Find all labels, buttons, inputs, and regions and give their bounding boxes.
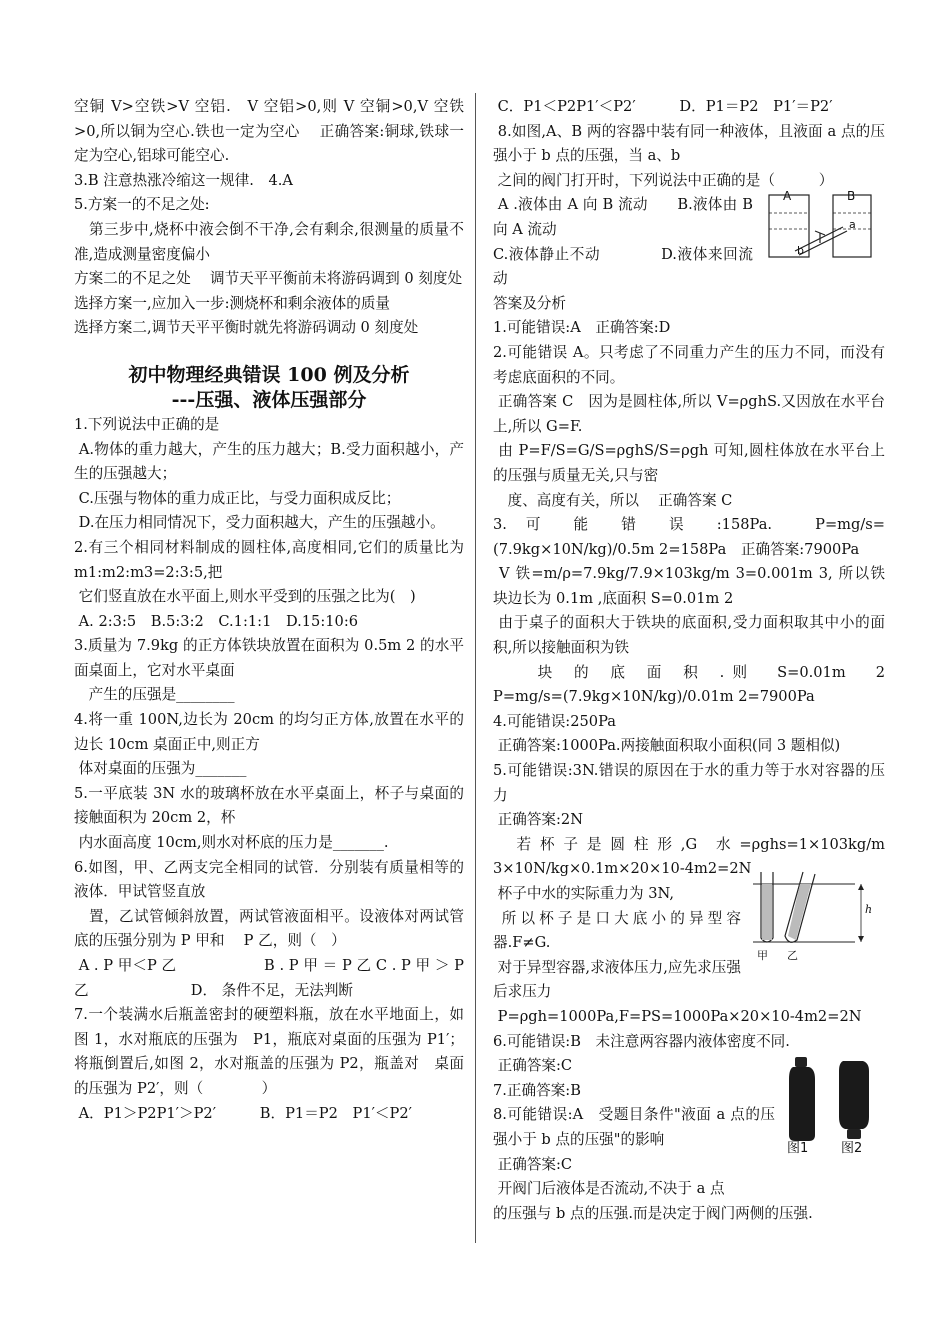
question-line: 3.质量为 7.9kg 的正方体铁块放置在面积为 0.5m 2 的水平面桌面上，它对水平桌面 — [74, 637, 464, 679]
answer-line: 开阀门后液体是否流动,不决于 a 点 — [493, 1180, 725, 1198]
question-line: 2.有三个相同材料制成的圆柱体,高度相同,它们的质量比为 m1:m2:m3=2:3:5,把 — [74, 538, 469, 581]
answer-line: 8.可能错误:A 受题目条件"液面 a 点的压强小于 b 点的压强"的影响 — [493, 1106, 775, 1148]
question-line: 8.如图,A、B 两的容器中装有同一种液体，且液面 a 点的压强小于 b 点的压强，当 a、b — [493, 122, 886, 165]
question-line: 置，乙试管倾斜放置，两试管液面相平。设液体对两试管底的压强分别为 P 甲和 P 乙，则（ ） — [74, 907, 464, 950]
q8-figure-block — [493, 189, 885, 291]
section-title: 初中物理经典错误 100 例及分析 — [128, 363, 410, 386]
a8-figure-block — [493, 1103, 885, 1201]
label-point-a: a — [849, 218, 856, 232]
test-tubes-figure — [751, 870, 877, 966]
answer-line: 块 的 底 面 积 . 则 S=0.01m 2 P=mg/s=(7.9kg×10N/kg)/0.01m 2=7900Pa — [493, 663, 890, 706]
answer-line: 5.可能错误:3N.错误的原因在于水的重力等于水对容器的压力 — [493, 762, 885, 804]
section-subtitle: ---压强、液体压强部分 — [171, 388, 367, 411]
answer-line: 正确答案:2N — [493, 811, 583, 829]
answer-line: 的压强与 b 点的压强.而是决定于阀门两侧的压强. — [493, 1204, 813, 1222]
intro-paragraph: 选择方案二,调节天平平衡时就先将游码调动 0 刻度处 — [74, 319, 419, 337]
answer-line: 正确答案:1000Pa.两接触面积取小面积(同 3 题相似) — [493, 737, 841, 755]
intro-paragraph: 3.B 注意热涨冷缩这一规律. 4.A — [74, 171, 293, 189]
answer-line: 正确答案:C — [493, 1155, 573, 1173]
question-line: A. 2:3:5 B.5:3:2 C.1:1:1 D.15:10:6 — [74, 612, 359, 630]
label-tube-yi: 乙 — [787, 949, 798, 962]
question-line: A . P 甲＜P 乙 B . P 甲 ＝ P 乙 C . P 甲 ＞ P 乙 D． 条件不足，无法判断 — [74, 957, 469, 999]
label-figure-2: 图2 — [841, 1141, 863, 1157]
answer-line: V 铁=m/ρ=7.9kg/7.9×103kg/m 3=0.001m 3, 所以铁块边长为 0.1m ,底面积 S=0.01m 2 — [493, 565, 885, 607]
answer-line: 正确答案:C — [493, 1057, 573, 1075]
intro-paragraph: 5.方案一的不足之处: — [74, 196, 210, 214]
containers-ab-diagram — [765, 191, 875, 263]
test-tubes-diagram — [751, 870, 877, 966]
question-line: 体对桌面的压强为_______ — [74, 760, 247, 778]
label-figure-1: 图1 — [787, 1141, 809, 1157]
answer-line: 1.可能错误:A 正确答案:D — [493, 319, 671, 337]
question-line: 4.将一重 100N,边长为 20cm 的均匀正方体,放置在水平的边长 10cm 桌面正中,则正方 — [74, 711, 464, 753]
spacer — [74, 341, 464, 363]
right-column — [493, 95, 890, 1226]
answer-line: 6.可能错误:B 未注意两容器内液体密度不同. — [493, 1032, 790, 1050]
question-line: C．P1＜P2P1′＜P2′ D．P1＝P2 P1′＝P2′ — [493, 98, 833, 115]
intro-paragraph: 空铜 V>空铁>V 空铝. V 空铝>0,则 V 空铜>0,V 空铁>0,所以铜为空心.铁也一定为空心 正确答案:铜球,铁球一定为空心,铝球可能空心. — [74, 98, 464, 165]
answer-line: 7.正确答案:B — [493, 1081, 581, 1099]
a5-figure-block — [493, 882, 885, 1005]
intro-paragraph: 方案二的不足之处 调节天平平衡前未将游码调到 0 刻度处 — [74, 270, 463, 288]
answer-line: P=ρgh=1000Pa,F=PS=1000Pa×20×10-4m2=2N — [493, 1007, 862, 1025]
column-divider — [475, 93, 476, 1243]
question-line: C.压强与物体的重力成正比，与受力面积成反比； — [74, 489, 401, 507]
answer-line: 4.可能错误:250Pa — [493, 712, 616, 730]
answer-line: 所以杯子是口大底小的异型容器.F≠G. — [493, 909, 741, 952]
answer-line: 3. 可 能 错 误 :158Pa. P=mg/s=(7.9kg×10N/kg)/0.5m 2=158Pa 正确答案:7900Pa — [493, 516, 885, 558]
left-column — [74, 95, 469, 1126]
intro-paragraph: 选择方案一,应加入一步:测烧杯和剩余液体的质量 — [74, 294, 391, 312]
answer-line: 杯子中水的实际重力为 3N, — [493, 885, 674, 902]
label-point-b: b — [797, 244, 804, 258]
question-line: 5.一平底装 3N 水的玻璃杯放在水平桌面上，杯子与桌面的接触面积为 20cm 2，杯 — [74, 784, 464, 827]
label-container-b: B — [847, 189, 856, 204]
answer-line: 2.可能错误 A。只考虑了不同重力产生的压力不同，而没有考虑底面积的不同。 — [493, 343, 885, 386]
question-line: 内水面高度 10cm,则水对杯底的压力是_______. — [74, 834, 389, 852]
question-line: 它们竖直放在水平面上,则水平受到的压强之比为( ) — [74, 588, 416, 606]
question-line: 6.如图，甲、乙两支完全相同的试管．分别装有质量相等的液体．甲试管竖直放 — [74, 858, 464, 901]
question-line: A．P1＞P2P1′＞P2′ B．P1＝P2 P1′＜P2′ — [74, 1104, 412, 1122]
intro-paragraph: 第三步中,烧杯中液会倒不干净,会有剩余,很测量的质量不准,造成测量密度偏小 — [74, 220, 464, 263]
question-line: 7.一个装满水后瓶盖密封的硬塑料瓶，放在水平地面上，如图 1，水对瓶底的压强为 P1，瓶底对桌面的压强为 P1′；将瓶倒置后,如图 2，水对瓶盖的压强为 P2，瓶盖对 桌面的压强为 P2′，则（ ） — [74, 1006, 464, 1097]
answer-line: 对于异型容器,求液体压力,应先求压强后求压力 — [493, 958, 741, 1001]
answer-line: 由 P=F/S=G/S=ρghS/S=ρgh 可知,圆柱体放在水平台上的压强与质量无关,只与密 — [493, 442, 885, 484]
question-line: 1.下列说法中正确的是 — [74, 415, 220, 433]
option-line: A .液体由 A 向 B 流动 B.液体由 B 向 A 流动 — [493, 196, 758, 238]
question-line: D.在压力相同情况下，受力面积越大，产生的压强越小。 — [74, 514, 445, 532]
question-line: 之间的阀门打开时，下列说法中正确的是（ ） — [493, 171, 834, 189]
option-line: C.液体静止不动 D.液体来回流动 — [493, 245, 753, 288]
answer-line: 若 杯 子 是 圆 柱 形 ,G 水 =ρghs=1×103kg/m 3×10N/kg×0.1m×20×10-4m2=2N — [493, 835, 890, 878]
answer-line: 答案及分析 — [493, 294, 566, 312]
label-height-h: h — [865, 903, 873, 916]
answer-line: 正确答案 C 因为是圆柱体,所以 V=ρghS.又因放在水平台上,所以 G=F. — [493, 393, 885, 435]
question-line: 产生的压强是________ — [74, 686, 235, 704]
answer-line: 由于桌子的面积大于铁块的底面积,受力面积取其中小的面积,所以接触面积为铁 — [493, 614, 885, 657]
containers-ab-figure — [765, 191, 875, 263]
bottles-figure — [783, 1055, 883, 1159]
answer-line: 度、高度有关，所以 正确答案 C — [493, 491, 733, 509]
label-tube-jia: 甲 — [757, 949, 768, 962]
label-container-a: A — [783, 189, 792, 204]
question-line: A.物体的重力越大，产生的压力越大；B.受力面积越小，产生的压强越大； — [74, 440, 465, 483]
